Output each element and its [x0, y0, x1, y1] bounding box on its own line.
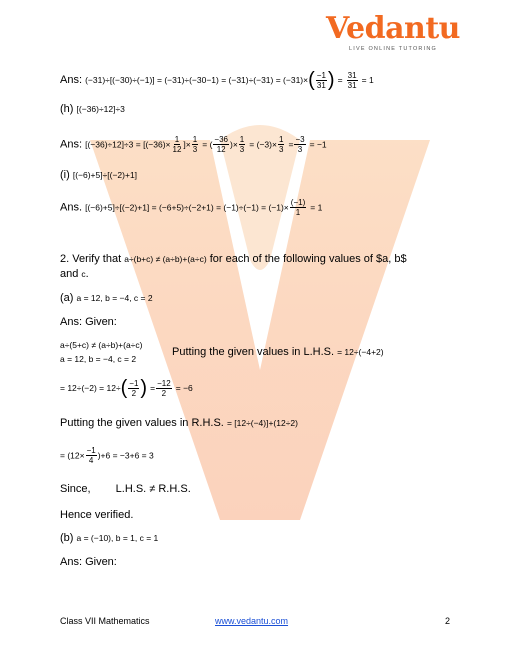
question-expr: [(−36)÷12]÷3: [76, 104, 125, 114]
lhs-calc: = 12÷(−2) = 12÷( $\frac{-1}{2}$ ) = $\frac{-12}{2}$ = −6: [60, 377, 193, 399]
vedantu-watermark: [70, 120, 450, 540]
since-line: Since, L.H.S. ≠ R.H.S.: [60, 483, 191, 495]
part-b: [60, 531, 158, 545]
question-label: (h): [60, 103, 74, 115]
q2-text: for each of the following values of $a, b$: [209, 253, 407, 265]
answer-i: Ans. [(−6)+5]÷[(−2)+1] = (−6+5)÷(−2+1) = (−1)÷(−1) = (−1)× $\frac{(-1)}{1}$ = 1: [60, 198, 323, 217]
brand-tagline: LIVE ONLINE TUTORING: [349, 46, 437, 52]
fraction: $\frac{31}{31}$: [347, 70, 357, 90]
part-a: [60, 291, 153, 305]
question-label: (b): [60, 532, 74, 544]
question-2: [60, 252, 407, 266]
ans-g-expr: (−31)÷[(−30)÷(−1)] = (−31)÷(−30−1) = (−31)÷(−31) = (−31)×: [85, 74, 309, 85]
question-label: (i): [60, 169, 70, 181]
answer-h: Ans: [(−36)÷12]÷3 = [(−36)× $\frac{1}{12}$ ]× $\frac{1}{3}$ = ( $\frac{-36}{12}$ )× $\frac{1}{3}$ = (−3)× $\frac{1}{3}$ = $\frac{-3}{3}$ = −1: [60, 135, 327, 154]
footer-link[interactable]: www.vedantu.com: [215, 616, 289, 626]
putting-lhs: Putting the given values in L.H.S. = 12÷(−4+2): [172, 346, 384, 358]
footer-subject: Class VII Mathematics: [60, 616, 150, 626]
ans-label: Ans.: [60, 201, 83, 214]
part-a-values: a = 12, b = −4, c = 2: [76, 293, 153, 303]
question-i: [60, 168, 137, 182]
vedantu-logo: [325, 11, 460, 52]
q2-intro: 2. Verify that: [60, 253, 122, 265]
ans-given: Ans: Given:: [60, 556, 117, 568]
putting-rhs: Putting the given values in R.H.S. = [12÷(−4)]+(12÷2): [60, 417, 298, 429]
question-label: (a): [60, 292, 74, 304]
answer-g: Ans: (−31)÷[(−30)÷(−1)] = (−31)÷(−30−1) = (−31)÷(−31) = (−31)×( $\frac{-1}{31}$ ) = $\frac{31}{31}$ = 1: [60, 69, 374, 91]
fraction: $\frac{-1}{31}$: [316, 70, 326, 90]
hence-verified: Hence verified.: [60, 509, 134, 521]
question-h: [60, 102, 125, 116]
given-line-2: a = 12, b = −4, c = 2: [60, 354, 137, 364]
ans-given: Ans: Given:: [60, 316, 117, 328]
given-line-1: a÷(5+c) ≠ (a÷b)+(a÷c): [60, 340, 143, 350]
ans-label: Ans:: [60, 73, 83, 86]
brand-name: Vedantu: [325, 11, 460, 46]
part-b-values: a = (−10), b = 1, c = 1: [76, 533, 159, 543]
q2-expr: a÷(b+c) ≠ (a÷b)+(a÷c): [124, 254, 207, 264]
question-expr: [(−6)+5]÷[(−2)+1]: [72, 170, 138, 180]
question-2-cont: and c.: [60, 268, 89, 280]
ans-label: Ans:: [60, 138, 83, 151]
rhs-calc: = (12× $\frac{-1}{4}$ )+6 = −3+6 = 3: [60, 446, 154, 465]
page-number: 2: [444, 616, 450, 626]
